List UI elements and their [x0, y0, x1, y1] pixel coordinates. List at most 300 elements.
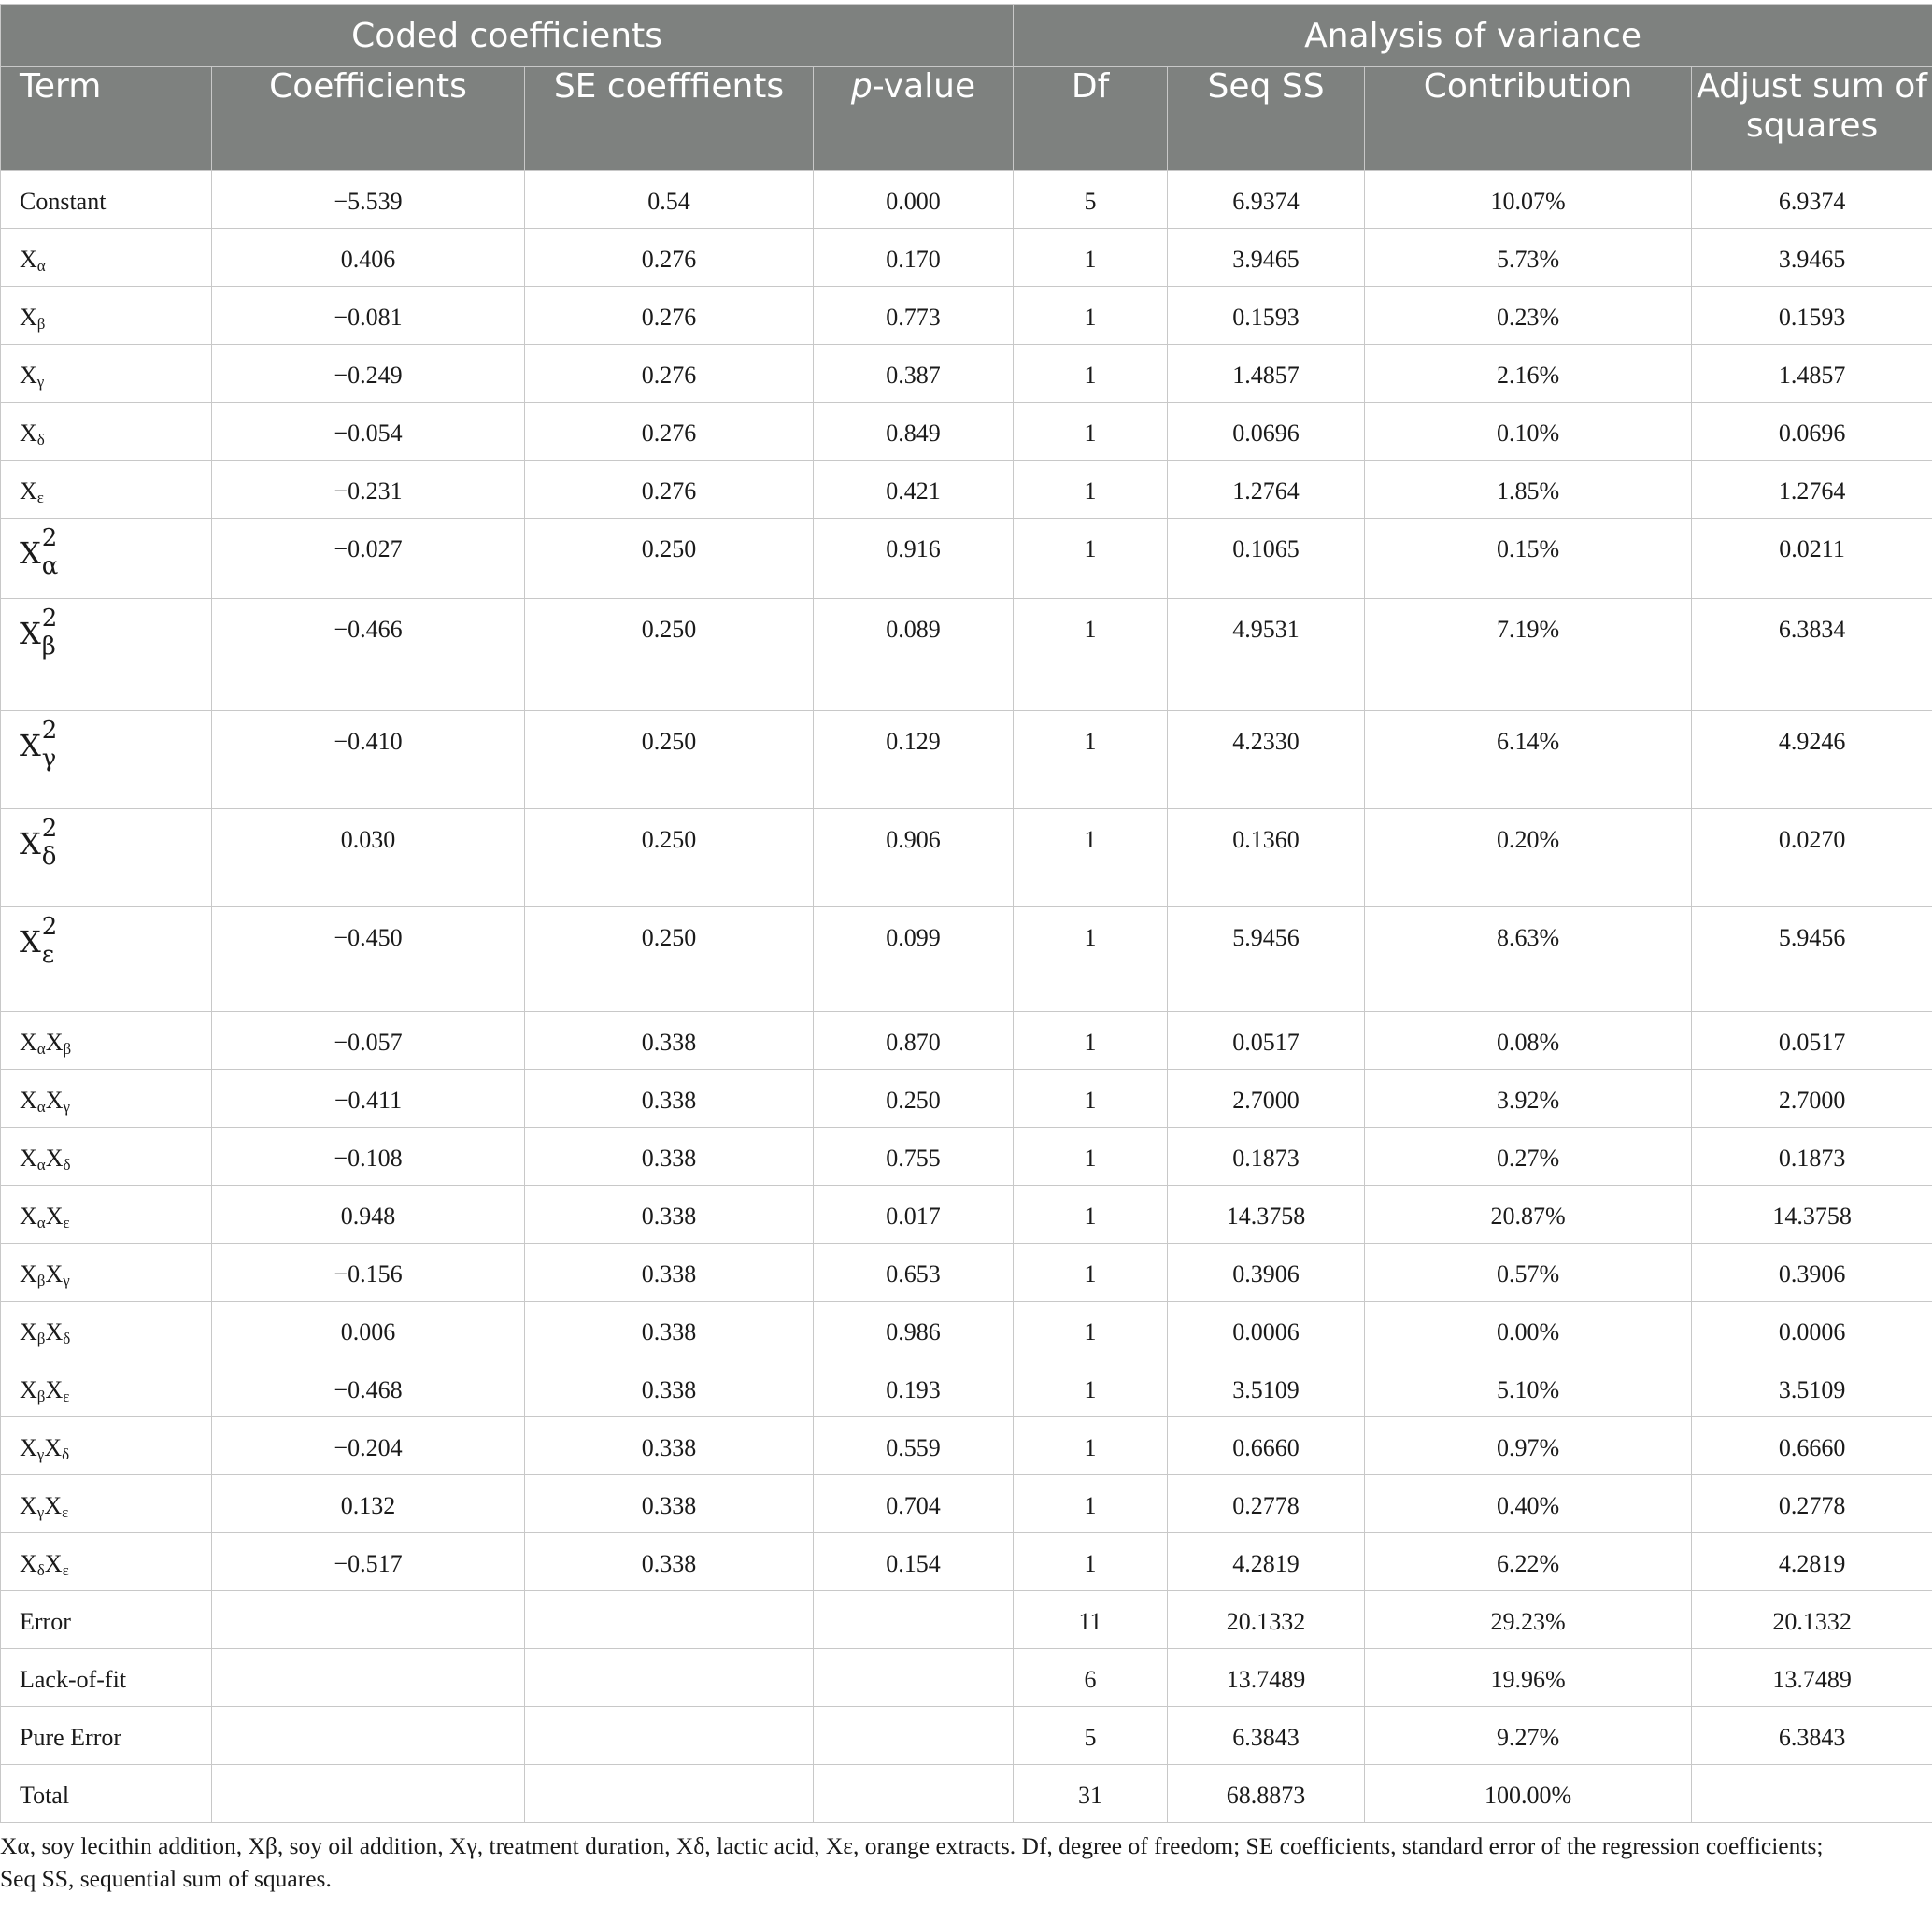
- cell-p-value: 0.129: [814, 711, 1014, 809]
- cell-se-coefficient: 0.338: [525, 1417, 814, 1475]
- cell-adj-ss: 2.7000: [1692, 1070, 1932, 1128]
- cell-df: 1: [1014, 907, 1168, 1012]
- cell-contribution: 0.08%: [1365, 1012, 1692, 1070]
- cell-p-value: 0.849: [814, 403, 1014, 461]
- term-base: X: [45, 1087, 64, 1114]
- squared-term: [20, 815, 64, 871]
- term-subscript: β: [41, 633, 56, 661]
- table-row: [1, 1417, 1932, 1475]
- cell-df: 1: [1014, 599, 1168, 711]
- cell-p-value: 0.653: [814, 1244, 1014, 1302]
- cell-p-value: 0.193: [814, 1359, 1014, 1417]
- term-base: X: [20, 1376, 37, 1403]
- term-base: X: [20, 1492, 37, 1519]
- term-base: X: [20, 477, 37, 505]
- term-subscript: γ: [36, 1503, 45, 1521]
- cell-se-coefficient: [525, 1649, 814, 1707]
- cell-df: 1: [1014, 1302, 1168, 1359]
- cell-contribution: 5.10%: [1365, 1359, 1692, 1417]
- cell-seq-ss: 4.2819: [1168, 1533, 1365, 1591]
- col-header-se: SE coefffients: [525, 67, 814, 171]
- term-base: X: [20, 1318, 37, 1345]
- term-subscript: δ: [36, 1561, 45, 1579]
- cell-adj-ss: 0.2778: [1692, 1475, 1932, 1533]
- cell-p-value: 0.704: [814, 1475, 1014, 1533]
- cell-contribution: 29.23%: [1365, 1591, 1692, 1649]
- cell-adj-ss: [1692, 1765, 1932, 1823]
- column-header-row: [1, 67, 1932, 171]
- table-row: [1, 287, 1932, 345]
- cell-df: 1: [1014, 345, 1168, 403]
- cell-se-coefficient: 0.338: [525, 1128, 814, 1186]
- cell-coefficient: [212, 1591, 525, 1649]
- cell-p-value: 0.099: [814, 907, 1014, 1012]
- table-row: [1, 1302, 1932, 1359]
- cell-se-coefficient: 0.338: [525, 1012, 814, 1070]
- cell-seq-ss: 0.2778: [1168, 1475, 1365, 1533]
- cell-seq-ss: 0.1873: [1168, 1128, 1365, 1186]
- table-row: [1, 171, 1932, 229]
- cell-coefficient: −5.539: [212, 171, 525, 229]
- cell-df: 1: [1014, 1070, 1168, 1128]
- table-row: [1, 1533, 1932, 1591]
- cell-term: [1, 287, 212, 345]
- cell-coefficient: −0.450: [212, 907, 525, 1012]
- term-subscript: α: [36, 257, 46, 275]
- cell-se-coefficient: 0.338: [525, 1359, 814, 1417]
- cell-seq-ss: 2.7000: [1168, 1070, 1365, 1128]
- term-subscript: δ: [62, 1445, 70, 1463]
- cell-term: Lack-of-fit: [1, 1649, 212, 1707]
- cell-seq-ss: 0.1065: [1168, 519, 1365, 599]
- cell-seq-ss: 13.7489: [1168, 1649, 1365, 1707]
- cell-se-coefficient: 0.276: [525, 461, 814, 519]
- col-header-adjss: Adjust sum of squares: [1692, 67, 1932, 171]
- col-header-df: Df: [1014, 67, 1168, 171]
- cell-p-value: [814, 1591, 1014, 1649]
- cell-seq-ss: 14.3758: [1168, 1186, 1365, 1244]
- term-subscript: γ: [36, 1445, 45, 1463]
- cell-contribution: 3.92%: [1365, 1070, 1692, 1128]
- group-header-coded: Coded coefficients: [1, 5, 1014, 67]
- cell-seq-ss: 5.9456: [1168, 907, 1365, 1012]
- cell-contribution: 100.00%: [1365, 1765, 1692, 1823]
- cell-term: [1, 461, 212, 519]
- cell-seq-ss: 4.9531: [1168, 599, 1365, 711]
- term-subscript: ε: [63, 1388, 70, 1405]
- term-subscript: ε: [63, 1214, 70, 1231]
- cell-se-coefficient: 0.338: [525, 1302, 814, 1359]
- cell-coefficient: −0.204: [212, 1417, 525, 1475]
- term-subscript: α: [41, 552, 59, 580]
- term-base: X: [45, 1260, 64, 1288]
- term-base: X: [20, 1260, 37, 1288]
- cell-se-coefficient: 0.250: [525, 599, 814, 711]
- cell-adj-ss: 3.5109: [1692, 1359, 1932, 1417]
- cell-term: Total: [1, 1765, 212, 1823]
- cell-seq-ss: 0.1360: [1168, 809, 1365, 907]
- cell-df: 1: [1014, 711, 1168, 809]
- term-base: X: [45, 1376, 64, 1403]
- term-base: X: [44, 1550, 63, 1577]
- term-base: X: [20, 728, 41, 763]
- term-superscript: 2: [41, 605, 58, 633]
- cell-coefficient: 0.030: [212, 809, 525, 907]
- cell-coefficient: −0.156: [212, 1244, 525, 1302]
- pvalue-suffix: -value: [872, 67, 976, 106]
- cell-contribution: 6.22%: [1365, 1533, 1692, 1591]
- cell-term: [1, 1417, 212, 1475]
- term-base: X: [20, 1550, 37, 1577]
- term-subscript: α: [36, 1214, 46, 1231]
- term-superscript: 2: [41, 717, 58, 745]
- cell-df: 1: [1014, 229, 1168, 287]
- table-row: [1, 519, 1932, 599]
- term-base: X: [45, 1145, 64, 1172]
- term-subscript: α: [36, 1156, 46, 1174]
- cell-p-value: 0.986: [814, 1302, 1014, 1359]
- cell-df: 1: [1014, 1128, 1168, 1186]
- cell-contribution: 2.16%: [1365, 345, 1692, 403]
- cell-seq-ss: 1.2764: [1168, 461, 1365, 519]
- term-subscript: δ: [63, 1156, 71, 1174]
- cell-term: [1, 519, 212, 599]
- term-subscript: β: [63, 1040, 72, 1058]
- term-subscript: γ: [63, 1272, 70, 1289]
- cell-se-coefficient: 0.54: [525, 171, 814, 229]
- term-base: X: [20, 1434, 37, 1461]
- cell-se-coefficient: 0.250: [525, 907, 814, 1012]
- cell-term: Error: [1, 1591, 212, 1649]
- cell-df: 1: [1014, 809, 1168, 907]
- anova-table: [0, 4, 1932, 1823]
- term-subscript: β: [36, 315, 46, 333]
- cell-adj-ss: 0.0006: [1692, 1302, 1932, 1359]
- cell-p-value: 0.559: [814, 1417, 1014, 1475]
- col-header-seqss: Seq SS: [1168, 67, 1365, 171]
- cell-se-coefficient: 0.276: [525, 403, 814, 461]
- cell-adj-ss: 0.1873: [1692, 1128, 1932, 1186]
- cell-coefficient: 0.948: [212, 1186, 525, 1244]
- cell-p-value: 0.421: [814, 461, 1014, 519]
- term-subscript: β: [36, 1272, 46, 1289]
- cell-coefficient: −0.466: [212, 599, 525, 711]
- term-base: X: [20, 535, 41, 571]
- table-row: [1, 229, 1932, 287]
- term-base: X: [44, 1492, 63, 1519]
- cell-coefficient: −0.057: [212, 1012, 525, 1070]
- cell-adj-ss: 1.4857: [1692, 345, 1932, 403]
- cell-seq-ss: 6.3843: [1168, 1707, 1365, 1765]
- cell-p-value: 0.250: [814, 1070, 1014, 1128]
- cell-seq-ss: 68.8873: [1168, 1765, 1365, 1823]
- cell-term: [1, 711, 212, 809]
- cell-adj-ss: 13.7489: [1692, 1649, 1932, 1707]
- cell-adj-ss: 0.6660: [1692, 1417, 1932, 1475]
- cell-p-value: 0.000: [814, 171, 1014, 229]
- cell-term: [1, 229, 212, 287]
- cell-term: [1, 403, 212, 461]
- col-header-term: Term: [1, 67, 212, 171]
- term-base: X: [20, 1145, 37, 1172]
- group-header-row: [1, 5, 1932, 67]
- cell-adj-ss: 0.0517: [1692, 1012, 1932, 1070]
- term-subscript: δ: [36, 431, 45, 448]
- term-subscript: ε: [41, 941, 55, 969]
- term-base: X: [45, 1318, 64, 1345]
- cell-contribution: 9.27%: [1365, 1707, 1692, 1765]
- col-header-contribution: Contribution: [1365, 67, 1692, 171]
- term-base: X: [45, 1029, 64, 1056]
- cell-df: 31: [1014, 1765, 1168, 1823]
- cell-p-value: [814, 1765, 1014, 1823]
- cell-seq-ss: 0.1593: [1168, 287, 1365, 345]
- term-subscript: β: [36, 1330, 46, 1347]
- term-base: X: [20, 1087, 37, 1114]
- table-row: [1, 809, 1932, 907]
- table-row: [1, 1591, 1932, 1649]
- cell-adj-ss: 14.3758: [1692, 1186, 1932, 1244]
- cell-contribution: 6.14%: [1365, 711, 1692, 809]
- cell-coefficient: −0.411: [212, 1070, 525, 1128]
- table-row: [1, 1012, 1932, 1070]
- cell-coefficient: −0.054: [212, 403, 525, 461]
- cell-term: [1, 345, 212, 403]
- cell-se-coefficient: 0.276: [525, 287, 814, 345]
- cell-adj-ss: 6.3834: [1692, 599, 1932, 711]
- cell-contribution: 7.19%: [1365, 599, 1692, 711]
- cell-term: [1, 1070, 212, 1128]
- cell-se-coefficient: [525, 1765, 814, 1823]
- cell-df: 1: [1014, 403, 1168, 461]
- cell-contribution: 0.20%: [1365, 809, 1692, 907]
- cell-term: [1, 1359, 212, 1417]
- cell-p-value: 0.755: [814, 1128, 1014, 1186]
- cell-contribution: 20.87%: [1365, 1186, 1692, 1244]
- table-row: [1, 907, 1932, 1012]
- cell-contribution: 10.07%: [1365, 171, 1692, 229]
- cell-p-value: 0.916: [814, 519, 1014, 599]
- cell-term: [1, 809, 212, 907]
- cell-se-coefficient: 0.338: [525, 1244, 814, 1302]
- term-subscript: γ: [63, 1098, 70, 1116]
- cell-term: [1, 1012, 212, 1070]
- cell-seq-ss: 0.6660: [1168, 1417, 1365, 1475]
- cell-coefficient: [212, 1765, 525, 1823]
- cell-adj-ss: 0.0270: [1692, 809, 1932, 907]
- cell-adj-ss: 1.2764: [1692, 461, 1932, 519]
- term-superscript: 2: [41, 524, 58, 552]
- cell-coefficient: −0.081: [212, 287, 525, 345]
- cell-term: Pure Error: [1, 1707, 212, 1765]
- cell-p-value: 0.906: [814, 809, 1014, 907]
- term-superscript: 2: [41, 815, 58, 843]
- cell-p-value: 0.154: [814, 1533, 1014, 1591]
- term-subscript: β: [36, 1388, 46, 1405]
- cell-seq-ss: 3.9465: [1168, 229, 1365, 287]
- table-row: [1, 461, 1932, 519]
- cell-coefficient: 0.406: [212, 229, 525, 287]
- cell-df: 1: [1014, 519, 1168, 599]
- cell-adj-ss: 4.2819: [1692, 1533, 1932, 1591]
- cell-p-value: [814, 1707, 1014, 1765]
- table-row: [1, 1186, 1932, 1244]
- cell-adj-ss: 5.9456: [1692, 907, 1932, 1012]
- cell-contribution: 0.40%: [1365, 1475, 1692, 1533]
- cell-df: 1: [1014, 1475, 1168, 1533]
- cell-df: 1: [1014, 1244, 1168, 1302]
- cell-se-coefficient: 0.276: [525, 229, 814, 287]
- squared-term: [20, 605, 64, 661]
- cell-term: [1, 1128, 212, 1186]
- cell-adj-ss: 0.3906: [1692, 1244, 1932, 1302]
- col-header-coefficients: Coefficients: [212, 67, 525, 171]
- term-base: X: [20, 924, 41, 960]
- cell-contribution: 1.85%: [1365, 461, 1692, 519]
- cell-coefficient: −0.410: [212, 711, 525, 809]
- cell-df: 1: [1014, 1417, 1168, 1475]
- cell-contribution: 0.27%: [1365, 1128, 1692, 1186]
- cell-coefficient: −0.231: [212, 461, 525, 519]
- table-body: [1, 171, 1932, 1823]
- cell-seq-ss: 1.4857: [1168, 345, 1365, 403]
- cell-coefficient: −0.517: [212, 1533, 525, 1591]
- cell-adj-ss: 20.1332: [1692, 1591, 1932, 1649]
- cell-adj-ss: 6.9374: [1692, 171, 1932, 229]
- term-subscript: γ: [41, 745, 57, 773]
- term-subscript: γ: [36, 373, 45, 391]
- cell-df: 1: [1014, 1186, 1168, 1244]
- term-base: X: [45, 1203, 64, 1230]
- cell-term: Constant: [1, 171, 212, 229]
- table-row: [1, 1765, 1932, 1823]
- cell-se-coefficient: [525, 1591, 814, 1649]
- table-footnote: [0, 1829, 1925, 1895]
- term-base: X: [20, 420, 37, 447]
- table-row: [1, 1475, 1932, 1533]
- cell-p-value: 0.089: [814, 599, 1014, 711]
- cell-term: [1, 1244, 212, 1302]
- table-row: [1, 1359, 1932, 1417]
- cell-adj-ss: 0.0211: [1692, 519, 1932, 599]
- table-row: [1, 1244, 1932, 1302]
- term-base: X: [20, 1203, 37, 1230]
- cell-se-coefficient: 0.338: [525, 1186, 814, 1244]
- cell-contribution: 0.97%: [1365, 1417, 1692, 1475]
- cell-df: 1: [1014, 1359, 1168, 1417]
- term-superscript: 2: [41, 913, 58, 941]
- table-row: [1, 1707, 1932, 1765]
- cell-se-coefficient: 0.338: [525, 1070, 814, 1128]
- cell-df: 1: [1014, 1012, 1168, 1070]
- term-base: X: [20, 304, 37, 331]
- cell-seq-ss: 4.2330: [1168, 711, 1365, 809]
- table-row: [1, 345, 1932, 403]
- cell-seq-ss: 0.3906: [1168, 1244, 1365, 1302]
- cell-coefficient: [212, 1707, 525, 1765]
- col-header-pvalue: [814, 67, 1014, 171]
- cell-seq-ss: 6.9374: [1168, 171, 1365, 229]
- pvalue-prefix: p: [850, 67, 873, 106]
- term-subscript: δ: [41, 843, 57, 871]
- cell-p-value: [814, 1649, 1014, 1707]
- cell-df: 11: [1014, 1591, 1168, 1649]
- cell-term: [1, 1533, 212, 1591]
- cell-seq-ss: 0.0006: [1168, 1302, 1365, 1359]
- cell-contribution: 0.23%: [1365, 287, 1692, 345]
- term-base: X: [20, 362, 37, 389]
- cell-adj-ss: 6.3843: [1692, 1707, 1932, 1765]
- cell-contribution: 5.73%: [1365, 229, 1692, 287]
- cell-p-value: 0.170: [814, 229, 1014, 287]
- squared-term: [20, 913, 64, 969]
- cell-df: 6: [1014, 1649, 1168, 1707]
- cell-se-coefficient: 0.338: [525, 1475, 814, 1533]
- cell-coefficient: [212, 1649, 525, 1707]
- cell-df: 1: [1014, 1533, 1168, 1591]
- cell-adj-ss: 0.0696: [1692, 403, 1932, 461]
- term-subscript: δ: [63, 1330, 71, 1347]
- cell-coefficient: −0.249: [212, 345, 525, 403]
- cell-coefficient: −0.108: [212, 1128, 525, 1186]
- cell-coefficient: 0.006: [212, 1302, 525, 1359]
- cell-df: 5: [1014, 1707, 1168, 1765]
- footnote-line-2: Seq SS, sequential sum of squares.: [0, 1865, 332, 1892]
- cell-contribution: 0.57%: [1365, 1244, 1692, 1302]
- group-header-anova: Analysis of variance: [1014, 5, 1932, 67]
- cell-seq-ss: 0.0517: [1168, 1012, 1365, 1070]
- cell-coefficient: −0.027: [212, 519, 525, 599]
- cell-df: 1: [1014, 461, 1168, 519]
- cell-adj-ss: 3.9465: [1692, 229, 1932, 287]
- table-row: [1, 599, 1932, 711]
- squared-term: [20, 717, 64, 773]
- cell-term: [1, 1302, 212, 1359]
- cell-seq-ss: 3.5109: [1168, 1359, 1365, 1417]
- cell-term: [1, 1186, 212, 1244]
- term-subscript: ε: [62, 1503, 69, 1521]
- cell-se-coefficient: 0.276: [525, 345, 814, 403]
- term-subscript: α: [36, 1040, 46, 1058]
- cell-p-value: 0.773: [814, 287, 1014, 345]
- cell-contribution: 8.63%: [1365, 907, 1692, 1012]
- term-base: X: [20, 826, 41, 861]
- table-row: [1, 1128, 1932, 1186]
- cell-contribution: 19.96%: [1365, 1649, 1692, 1707]
- cell-p-value: 0.870: [814, 1012, 1014, 1070]
- cell-term: [1, 1475, 212, 1533]
- cell-contribution: 0.15%: [1365, 519, 1692, 599]
- cell-df: 5: [1014, 171, 1168, 229]
- cell-df: 1: [1014, 287, 1168, 345]
- cell-se-coefficient: 0.338: [525, 1533, 814, 1591]
- cell-adj-ss: 0.1593: [1692, 287, 1932, 345]
- cell-seq-ss: 20.1332: [1168, 1591, 1365, 1649]
- term-subscript: ε: [62, 1561, 69, 1579]
- cell-term: [1, 907, 212, 1012]
- term-base: X: [20, 616, 41, 651]
- term-subscript: α: [36, 1098, 46, 1116]
- term-subscript: ε: [36, 489, 44, 506]
- cell-se-coefficient: 0.250: [525, 519, 814, 599]
- cell-p-value: 0.017: [814, 1186, 1014, 1244]
- cell-coefficient: −0.468: [212, 1359, 525, 1417]
- cell-se-coefficient: [525, 1707, 814, 1765]
- footnote-line-1: Xα, soy lecithin addition, Xβ, soy oil addition, Xγ, treatment duration, Xδ, lactic acid, Xε, orange extracts. Df, degree of freedom; SE coefficients, standard error of the regression coefficients;: [0, 1832, 1824, 1859]
- squared-term: [20, 524, 64, 580]
- cell-adj-ss: 4.9246: [1692, 711, 1932, 809]
- term-base: X: [20, 1029, 37, 1056]
